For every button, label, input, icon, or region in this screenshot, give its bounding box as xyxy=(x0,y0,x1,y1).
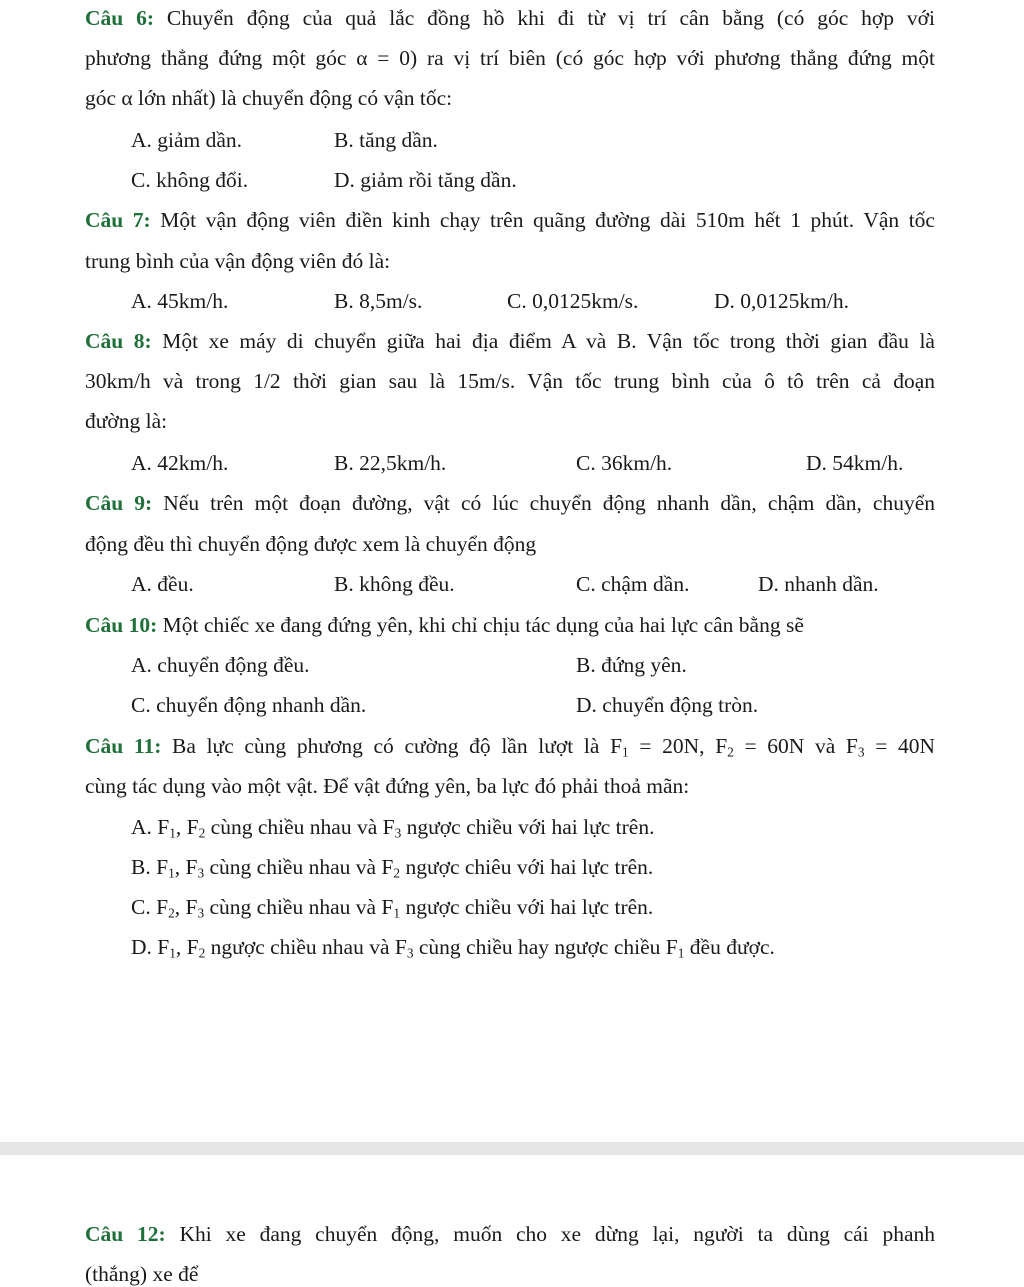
q6-line-1 xyxy=(85,6,935,31)
q9-line-2: động đều thì chuyển động được xem là chuyển động xyxy=(85,532,537,556)
q8-option-a: A. 42km/h. xyxy=(131,451,229,475)
q11-option-b: B. $F_1$, $F_3$ cùng chiều nhau và $F_2$ ngược chiêu với hai lực trên. xyxy=(131,855,654,881)
q11-line-2: cùng tác dụng vào một vật. Để vật đứng yên, ba lực đó phải thoả mãn: xyxy=(85,774,690,798)
q6-option-c: C. không đổi. xyxy=(131,168,249,192)
q8-line-2: 30km/h và trong 1/2 thời gian sau là 15m/s. Vận tốc trung bình của ô tô trên cả đoạn xyxy=(85,369,935,393)
q12-label: Câu 12: xyxy=(85,1222,166,1246)
q12-line-1 xyxy=(85,1222,935,1247)
q11-text-1: Ba lực cùng phương có cường độ lần lượt là xyxy=(172,734,600,758)
q11-force-2: $F_2$ xyxy=(715,734,734,760)
q11-and: và xyxy=(814,734,836,758)
q7-option-c: C. 0,0125km/s. xyxy=(507,289,639,313)
q8-option-b: B. 22,5km/h. xyxy=(334,451,447,475)
q8-line-3: đường là: xyxy=(85,409,168,433)
q10-option-b: B. đứng yên. xyxy=(576,653,687,677)
q6-line-2: phương thẳng đứng một góc α = 0) ra vị trí biên (có góc hợp với phương thẳng đứng một xyxy=(85,46,935,70)
q11-label: Câu 11: xyxy=(85,734,162,758)
q10-text-1: Một chiếc xe đang đứng yên, khi chỉ chịu tác dụng của hai lực cân bằng sẽ xyxy=(162,613,804,637)
page-divider xyxy=(0,1142,1024,1155)
q12-text-1: Khi xe đang chuyển động, muốn cho xe dừng lại, người ta dùng cái phanh xyxy=(179,1222,935,1246)
q11-force-3: $F_3$ xyxy=(845,734,865,760)
q11-option-c: C. $F_2$, $F_3$ cùng chiều nhau và $F_1$ ngược chiều với hai lực trên. xyxy=(131,895,654,921)
q11-option-d: D. $F_1$, $F_2$ ngược chiều nhau và $F_3$ cùng chiều hay ngược chiều $F_1$ đều được. xyxy=(131,935,775,961)
q9-line-1 xyxy=(85,491,935,516)
q11-line-1 xyxy=(85,734,935,759)
q11-force-3-value: = 40N xyxy=(875,734,936,758)
q12-line-2: (thắng) xe để xyxy=(85,1262,199,1286)
q6-line-3: góc α lớn nhất) là chuyển động có vận tốc: xyxy=(85,86,453,110)
q6-option-d: D. giảm rồi tăng dần. xyxy=(334,168,517,192)
q9-label: Câu 9: xyxy=(85,491,153,515)
q6-option-a: A. giảm dần. xyxy=(131,128,243,152)
q9-option-d: D. nhanh dần. xyxy=(758,572,879,596)
q10-option-d: D. chuyển động tròn. xyxy=(576,693,759,717)
q11-option-a: A. $F_1$, $F_2$ cùng chiều nhau và $F_3$ ngược chiều với hai lực trên. xyxy=(131,815,655,841)
q10-line-1 xyxy=(85,613,935,638)
q8-text-1: Một xe máy di chuyển giữa hai địa điểm A và B. Vận tốc trong thời gian đầu là xyxy=(162,329,935,353)
q7-line-1 xyxy=(85,208,935,233)
q6-label: Câu 6: xyxy=(85,6,155,30)
q11-force-2-value: = 60N xyxy=(744,734,805,758)
q7-option-b: B. 8,5m/s. xyxy=(334,289,423,313)
q9-text-1: Nếu trên một đoạn đường, vật có lúc chuyển động nhanh dần, chậm dần, chuyển xyxy=(163,491,936,515)
q8-label: Câu 8: xyxy=(85,329,152,353)
q7-option-a: A. 45km/h. xyxy=(131,289,229,313)
q10-option-a: A. chuyển động đều. xyxy=(131,653,310,677)
q9-option-a: A. đều. xyxy=(131,572,194,596)
q6-option-b: B. tăng dần. xyxy=(334,128,438,152)
q8-option-c: C. 36km/h. xyxy=(576,451,673,475)
q8-option-d: D. 54km/h. xyxy=(806,451,904,475)
q6-text-1: Chuyển động của quả lắc đồng hồ khi đi từ vị trí cân bằng (có góc hợp với xyxy=(166,6,935,30)
q7-option-d: D. 0,0125km/h. xyxy=(714,289,849,313)
q8-line-1 xyxy=(85,329,935,354)
q10-option-c: C. chuyển động nhanh dần. xyxy=(131,693,367,717)
q11-force-1-value: = 20N, xyxy=(639,734,705,758)
document-page-2 xyxy=(0,1156,1024,1286)
q11-force-1: $F_1$ xyxy=(610,734,629,760)
q7-text-1: Một vận động viên điền kinh chạy trên quãng đường dài 510m hết 1 phút. Vận tốc xyxy=(160,208,935,232)
q9-option-c: C. chậm dần. xyxy=(576,572,690,596)
q10-label: Câu 10: xyxy=(85,613,158,637)
q7-label: Câu 7: xyxy=(85,208,151,232)
q9-option-b: B. không đều. xyxy=(334,572,455,596)
q7-line-2: trung bình của vận động viên đó là: xyxy=(85,249,391,273)
